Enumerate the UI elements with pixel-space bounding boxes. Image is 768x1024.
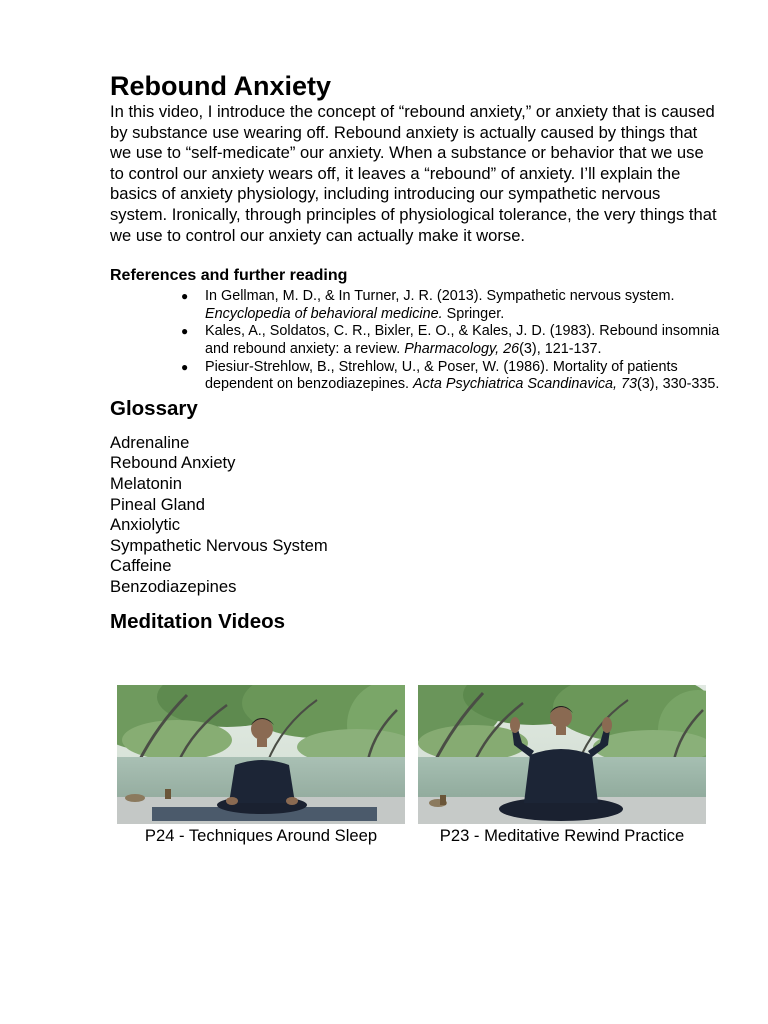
glossary-term: Melatonin	[110, 473, 182, 493]
reference-text: Kales, A., Soldatos, C. R., Bixler, E. O., & Kales, J. D. (1983). Rebound insomnia and rebound anxiety: a review.	[205, 323, 720, 357]
reference-item	[181, 323, 720, 358]
video-thumbnail[interactable]	[418, 685, 706, 824]
glossary-term: Benzodiazepines	[110, 576, 237, 596]
glossary-term: Caffeine	[110, 556, 172, 576]
video-thumbnail[interactable]	[117, 685, 405, 824]
meditation-scene-image	[117, 685, 405, 824]
video-caption[interactable]: P23 - Meditative Rewind Practice	[439, 826, 685, 845]
reference-source: Encyclopedia of behavioral medicine.	[205, 305, 443, 322]
reference-text: Piesiur-Strehlow, B., Strehlow, U., & Poser, W. (1986). Mortality of patients dependent on benzodiazepines.	[205, 358, 678, 393]
glossary-heading: Glossary	[110, 396, 198, 420]
bullet-icon: ●	[181, 289, 189, 304]
reference-text: In Gellman, M. D., & In Turner, J. R. (2013). Sympathetic nervous system.	[205, 288, 675, 305]
reference-detail: (3), 330-335.	[637, 376, 720, 393]
video-caption[interactable]: P24 - Techniques Around Sleep	[144, 826, 378, 845]
glossary-term: Anxiolytic	[110, 515, 181, 535]
video-card[interactable]	[418, 685, 706, 846]
bullet-icon: ●	[181, 324, 189, 339]
meditation-scene-image	[418, 685, 706, 824]
video-gallery	[117, 685, 707, 845]
glossary-term: Adrenaline	[110, 432, 190, 452]
glossary-term: Sympathetic Nervous System	[110, 535, 328, 555]
reference-item	[181, 288, 720, 323]
reference-item	[181, 358, 720, 394]
intro-paragraph: In this video, I introduce the concept of “rebound anxiety,” or anxiety that is caused by substance use wearing off. Rebound anxiety is actually caused by things that we use to “self-medicate” our anxiety. When a substance or behavior that we use to control our anxiety wears off, it leaves a “rebound” of anxiety. I’ll explain the basics of anxiety physiology, including introducing our sympathetic nervous system. Ironically, through principles of physiological tolerance, the very things that we use to control our anxiety can actually make it worse.	[110, 102, 717, 245]
glossary-list	[110, 433, 720, 598]
references-heading: References and further reading	[110, 267, 348, 285]
document-content	[110, 70, 720, 635]
videos-heading: Meditation Videos	[110, 610, 286, 634]
page-title: Rebound Anxiety	[110, 71, 332, 101]
reference-detail: (3), 121-137.	[519, 340, 602, 357]
glossary-term: Pineal Gland	[110, 494, 206, 514]
reference-source: Pharmacology, 26	[404, 340, 520, 357]
reference-source: Acta Psychiatrica Scandinavica, 73	[413, 376, 638, 393]
video-card[interactable]	[117, 685, 405, 846]
glossary-term: Rebound Anxiety	[110, 453, 236, 473]
references-list	[110, 288, 720, 394]
reference-detail: Springer.	[442, 305, 505, 322]
bullet-icon: ●	[181, 359, 189, 374]
